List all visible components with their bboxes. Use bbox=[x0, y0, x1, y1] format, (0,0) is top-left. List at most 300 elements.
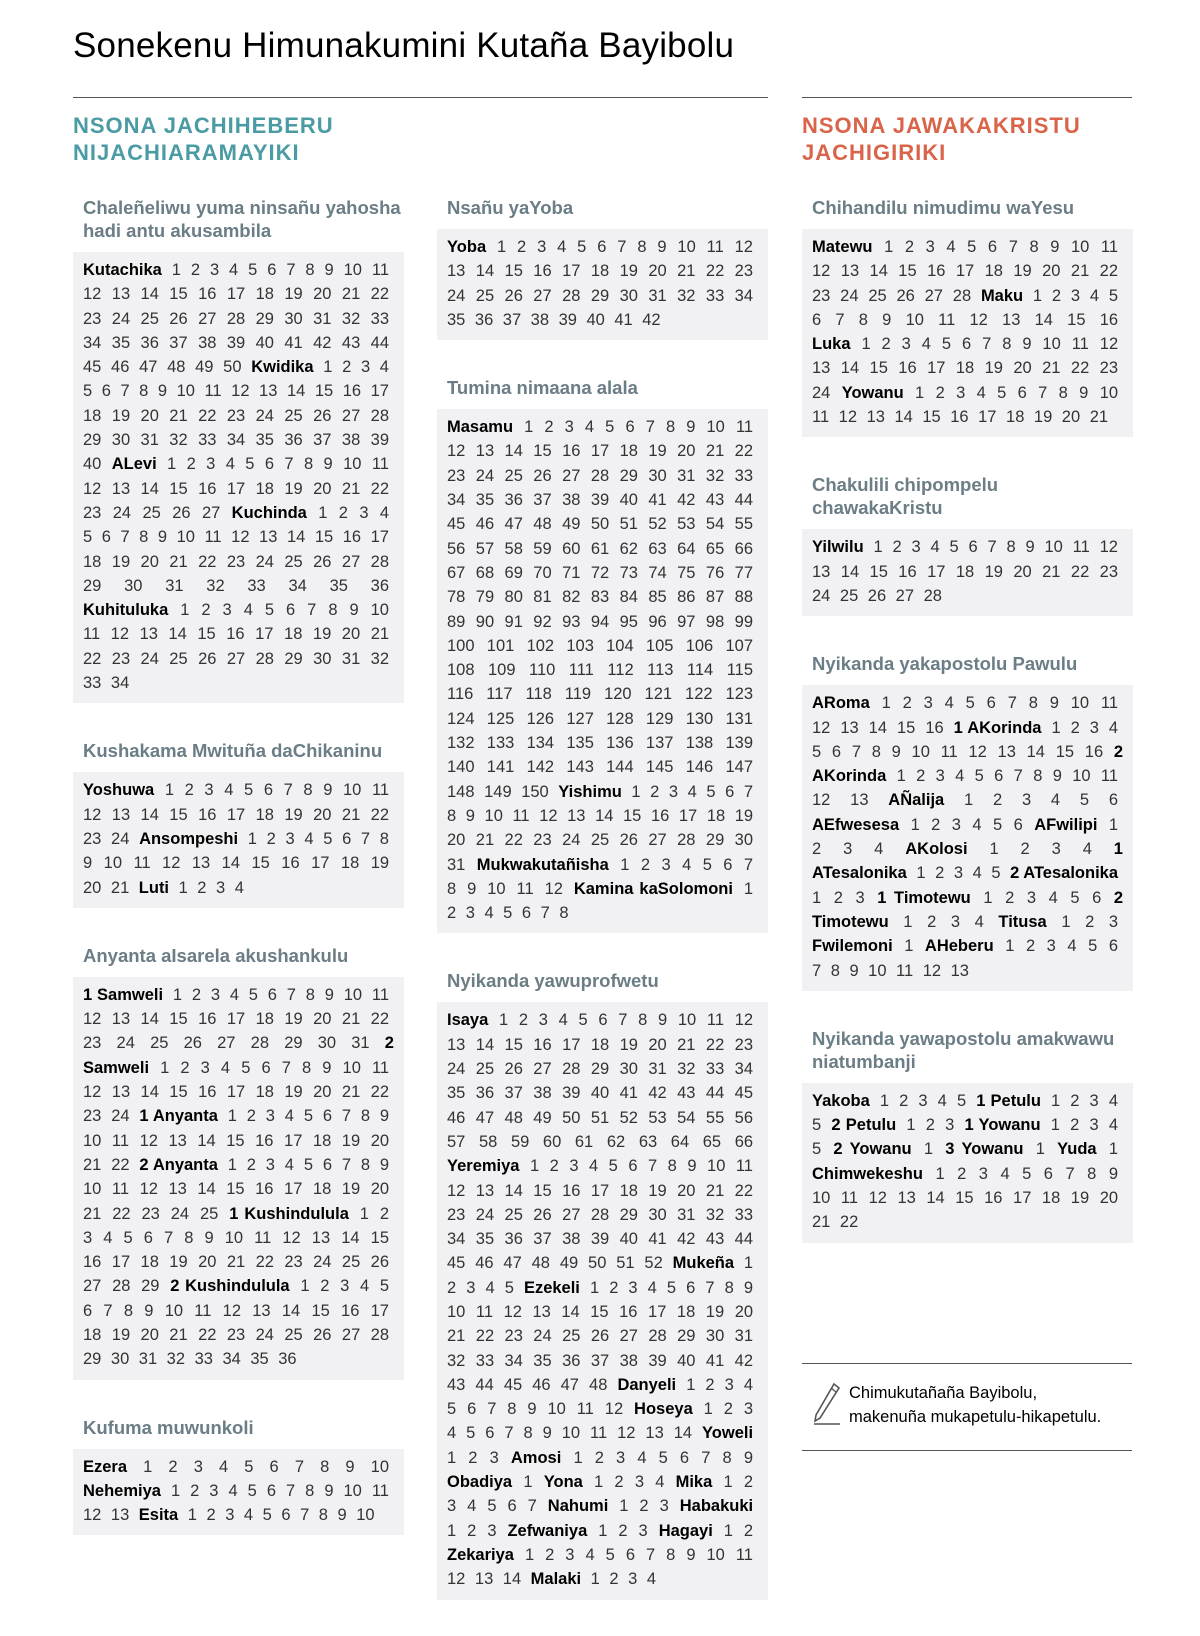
chapter-number: 16 bbox=[342, 382, 362, 401]
chapter-number: 1 bbox=[227, 1155, 237, 1174]
chapter-number: 6 bbox=[723, 855, 733, 874]
chapter-number: 11 bbox=[1071, 335, 1089, 354]
chapter-number: 17 bbox=[370, 382, 389, 401]
chapter-number: 100 bbox=[447, 636, 475, 655]
chapter-number: 20 bbox=[677, 442, 696, 461]
chapter-number: 34 bbox=[734, 1060, 754, 1079]
chapter-number: 31 bbox=[341, 649, 361, 668]
chapter-number: 6 bbox=[987, 238, 998, 256]
chapter-number: 11 bbox=[706, 1011, 725, 1030]
chapter-number: 3 bbox=[538, 1011, 548, 1030]
section bbox=[802, 652, 1133, 991]
book-name: 1 Anyanta bbox=[139, 1107, 218, 1126]
chapter-number: 30 bbox=[313, 649, 332, 668]
chapter-number: 31 bbox=[447, 855, 466, 874]
chapter-number: 38 bbox=[533, 1084, 552, 1103]
chapter-number: 31 bbox=[140, 431, 159, 450]
chapter-number: 27 bbox=[562, 466, 581, 485]
chapter-number: 1 bbox=[227, 1107, 237, 1126]
chapter-number: 4 bbox=[485, 1278, 495, 1297]
chapter-number: 5 bbox=[123, 1228, 133, 1247]
chapter-number: 8 bbox=[379, 829, 389, 848]
chapter-number: 12 bbox=[922, 961, 942, 980]
chapter-number: 26 bbox=[504, 1060, 523, 1079]
chapter-number: 9 bbox=[1108, 1164, 1118, 1183]
chapter-number: 1 bbox=[923, 1140, 934, 1159]
chapter-number: 12 bbox=[812, 791, 831, 810]
chapter-number: 36 bbox=[278, 1350, 297, 1369]
chapter-number: 8 bbox=[559, 904, 569, 923]
chapter-number: 22 bbox=[370, 1010, 390, 1029]
book-name: 1 Yowanu bbox=[964, 1116, 1041, 1135]
chapter-number: 13 bbox=[840, 718, 859, 737]
chapter-number: 27 bbox=[533, 1060, 552, 1079]
chapter-number: 5 bbox=[702, 855, 712, 874]
chapter-number: 7 bbox=[987, 538, 997, 557]
chapter-number: 10 bbox=[447, 1302, 466, 1321]
chapter-number: 5 bbox=[244, 1457, 254, 1476]
chapter-number: 17 bbox=[978, 408, 997, 427]
chapter-number: 11 bbox=[133, 854, 151, 873]
chapter-number: 28 bbox=[590, 466, 610, 485]
chapter-number: 144 bbox=[606, 758, 634, 777]
chapter-number: 24 bbox=[812, 383, 831, 402]
chapter-number: 2 bbox=[650, 782, 660, 801]
chapter-number: 4 bbox=[1108, 718, 1119, 737]
chapter-number: 39 bbox=[590, 491, 610, 510]
chapter-number: 28 bbox=[112, 1277, 131, 1296]
chapter-number: 30 bbox=[111, 431, 131, 450]
chapter-number: 12 bbox=[139, 1131, 158, 1150]
chapter-number: 30 bbox=[648, 466, 667, 485]
chapter-number: 25 bbox=[142, 503, 161, 522]
chapter-number: 9 bbox=[323, 455, 333, 474]
book-name: Yona bbox=[543, 1473, 583, 1492]
chapter-number: 6 bbox=[264, 455, 275, 474]
chapter-number: 6 bbox=[342, 829, 352, 848]
chapter-number: 2 bbox=[925, 1116, 935, 1135]
chapter-number: 18 bbox=[312, 1180, 332, 1199]
chapter-number: 19 bbox=[1013, 262, 1032, 281]
chapter-number: 5 bbox=[1079, 791, 1090, 810]
chapter-number: 12 bbox=[447, 1570, 466, 1589]
chapter-number: 5 bbox=[812, 1140, 822, 1159]
chapter-number: 2 bbox=[992, 791, 1003, 810]
chapter-number: 14 bbox=[197, 1131, 216, 1150]
chapter-number: 12 bbox=[1099, 335, 1119, 354]
chapter-number: 11 bbox=[371, 1058, 390, 1077]
chapter-number: 3 bbox=[628, 1278, 638, 1297]
chapter-number: 5 bbox=[83, 382, 93, 401]
chapter-number: 33 bbox=[198, 431, 217, 450]
chapter-number: 28 bbox=[562, 1060, 581, 1079]
reading-list bbox=[437, 1002, 768, 1599]
section bbox=[73, 944, 404, 1380]
chapter-number: 17 bbox=[226, 285, 246, 304]
chapter-number: 7 bbox=[285, 1481, 296, 1500]
chapter-number: 4 bbox=[743, 1375, 754, 1394]
chapter-number: 20 bbox=[1013, 359, 1032, 378]
part-heading-greek: NSONA JAWAKAKRISTU JACHIGIRIKI bbox=[802, 113, 1081, 165]
chapter-number: 29 bbox=[83, 1350, 102, 1369]
chapter-number: 15 bbox=[896, 718, 916, 737]
chapter-number: 2 bbox=[743, 1473, 754, 1492]
chapter-number: 10 bbox=[677, 1011, 697, 1030]
chapter-number: 43 bbox=[447, 1375, 466, 1394]
chapter-number: 115 bbox=[726, 661, 753, 680]
chapter-number: 21 bbox=[83, 1204, 102, 1223]
chapter-number: 19 bbox=[312, 625, 332, 644]
chapter-number: 3 bbox=[911, 538, 921, 557]
chapter-number: 4 bbox=[976, 383, 986, 402]
chapter-number: 24 bbox=[313, 1253, 332, 1272]
chapter-number: 69 bbox=[504, 563, 523, 582]
chapter-number: 17 bbox=[927, 562, 946, 581]
chapter-number: 23 bbox=[226, 406, 246, 425]
chapter-number: 20 bbox=[1061, 408, 1081, 427]
chapter-number: 3 bbox=[1021, 791, 1032, 810]
chapter-number: 36 bbox=[370, 576, 390, 595]
chapter-number: 7 bbox=[618, 1011, 628, 1030]
chapter-number: 11 bbox=[1072, 538, 1090, 557]
chapter-number: 23 bbox=[533, 831, 552, 850]
chapter-number: 79 bbox=[475, 588, 495, 607]
chapter-number: 45 bbox=[83, 358, 102, 377]
chapter-number: 14 bbox=[868, 718, 888, 737]
chapter-number: 52 bbox=[644, 1254, 663, 1273]
chapter-number: 22 bbox=[370, 285, 390, 304]
chapter-number: 5 bbox=[447, 1400, 457, 1419]
chapter-number: 1 bbox=[873, 538, 883, 557]
section bbox=[437, 196, 768, 340]
chapter-number: 13 bbox=[997, 742, 1016, 761]
chapter-number: 2 bbox=[447, 904, 457, 923]
chapter-number: 15 bbox=[314, 382, 334, 401]
chapter-number: 20 bbox=[140, 552, 159, 571]
chapter-number: 19 bbox=[1070, 1189, 1090, 1208]
chapter-number: 123 bbox=[725, 685, 754, 704]
chapter-number: 3 bbox=[901, 335, 911, 354]
chapter-number: 23 bbox=[1099, 562, 1119, 581]
chapter-number: 61 bbox=[590, 539, 610, 558]
chapter-number: 3 bbox=[222, 601, 232, 620]
chapter-number: 41 bbox=[284, 333, 303, 352]
chapter-number: 7 bbox=[120, 528, 130, 547]
chapter-number: 2 bbox=[190, 1481, 200, 1500]
chapter-number: 30 bbox=[110, 1350, 130, 1369]
chapter-number: 28 bbox=[562, 286, 581, 305]
chapter-number: 38 bbox=[562, 491, 581, 510]
chapter-number: 7 bbox=[527, 1497, 537, 1516]
chapter-number: 22 bbox=[370, 1083, 390, 1102]
chapter-number: 43 bbox=[341, 333, 361, 352]
book-name: Habakuki bbox=[679, 1497, 754, 1516]
chapter-number: 6 bbox=[507, 1497, 517, 1516]
chapter-number: 21 bbox=[1042, 562, 1061, 581]
chapter-number: 6 bbox=[322, 1107, 333, 1126]
chapter-number: 62 bbox=[619, 539, 638, 558]
chapter-number: 1 bbox=[916, 864, 926, 883]
chapter-number: 18 bbox=[1041, 1189, 1061, 1208]
chapter-number: 25 bbox=[475, 286, 495, 305]
chapter-number: 25 bbox=[284, 552, 303, 571]
chapter-number: 12 bbox=[162, 854, 181, 873]
chapter-number: 46 bbox=[111, 358, 130, 377]
section-title: Nyikanda yawapostolu amakwawu niatumbanji bbox=[812, 1027, 1115, 1072]
chapter-number: 20 bbox=[370, 1180, 390, 1199]
chapter-number: 15 bbox=[226, 1131, 245, 1150]
chapter-number: 26 bbox=[504, 286, 523, 305]
column-2 bbox=[437, 196, 768, 1636]
chapter-number: 2 bbox=[743, 1521, 754, 1540]
chapter-number: 20 bbox=[1099, 1189, 1119, 1208]
chapter-number: 19 bbox=[984, 359, 1003, 378]
chapter-number: 126 bbox=[526, 709, 555, 728]
chapter-number: 29 bbox=[83, 576, 102, 595]
chapter-number: 10 bbox=[343, 1481, 362, 1500]
chapter-number: 35 bbox=[250, 1350, 269, 1369]
chapter-number: 17 bbox=[226, 479, 246, 498]
chapter-number: 50 bbox=[590, 515, 610, 534]
chapter-number: 2 bbox=[609, 1278, 619, 1297]
chapter-number: 10 bbox=[103, 854, 122, 873]
chapter-number: 5 bbox=[1088, 937, 1098, 956]
chapter-number: 6 bbox=[281, 1506, 291, 1525]
chapter-number: 39 bbox=[226, 333, 246, 352]
chapter-number: 49 bbox=[559, 1254, 579, 1273]
chapter-number: 36 bbox=[284, 431, 303, 450]
chapter-number: 44 bbox=[734, 491, 754, 510]
chapter-number: 82 bbox=[562, 588, 581, 607]
chapter-number: 7 bbox=[617, 238, 627, 256]
chapter-number: 6 bbox=[1108, 937, 1118, 956]
chapter-number: 98 bbox=[705, 612, 725, 631]
chapter-number: 1 bbox=[1032, 286, 1043, 305]
chapter-number: 108 bbox=[447, 661, 475, 680]
chapter-number: 31 bbox=[138, 1350, 158, 1369]
chapter-number: 15 bbox=[314, 528, 334, 547]
chapter-number: 6 bbox=[269, 1457, 279, 1476]
chapter-number: 4 bbox=[484, 904, 494, 923]
chapter-number: 31 bbox=[351, 1034, 370, 1053]
column-3 bbox=[802, 196, 1133, 1451]
chapter-number: 5 bbox=[303, 1107, 313, 1126]
chapter-number: 2 bbox=[812, 840, 822, 859]
chapter-number: 5 bbox=[956, 1091, 967, 1110]
section-title: Kufuma muwunkoli bbox=[83, 1416, 254, 1438]
chapter-number: 24 bbox=[533, 1327, 552, 1346]
chapter-number: 84 bbox=[619, 588, 638, 607]
chapter-number: 44 bbox=[370, 333, 390, 352]
chapter-number: 2 bbox=[468, 1448, 478, 1467]
chapter-number: 4 bbox=[972, 815, 982, 834]
chapter-number: 36 bbox=[504, 1230, 523, 1249]
book-name: AKolosi bbox=[905, 840, 968, 859]
chapter-number: 20 bbox=[677, 1181, 696, 1200]
chapter-number: 8 bbox=[665, 418, 676, 437]
chapter-number: 13 bbox=[447, 1035, 466, 1054]
chapter-number: 24 bbox=[140, 649, 159, 668]
chapter-number: 7 bbox=[851, 742, 861, 761]
chapter-number: 10 bbox=[1042, 335, 1061, 354]
chapter-number: 36 bbox=[475, 1084, 495, 1103]
chapter-number: 21 bbox=[341, 1083, 361, 1102]
chapter-number: 65 bbox=[702, 1132, 722, 1151]
chapter-number: 20 bbox=[648, 262, 667, 281]
section-title: Chihandilu nimudimu waYesu bbox=[812, 197, 1075, 218]
chapter-number: 121 bbox=[644, 685, 673, 704]
chapter-number: 4 bbox=[637, 1448, 647, 1467]
chapter-number: 2 bbox=[935, 383, 945, 402]
chapter-number: 3 bbox=[204, 781, 214, 800]
book-name: Chimwekeshu bbox=[812, 1164, 923, 1183]
chapter-number: 2 bbox=[338, 503, 348, 522]
chapter-number: 13 bbox=[850, 791, 869, 810]
chapter-number: 4 bbox=[682, 855, 692, 874]
chapter-number: 40 bbox=[619, 491, 638, 510]
chapter-number: 131 bbox=[725, 709, 753, 728]
book-name: Mukeña bbox=[672, 1254, 735, 1273]
chapter-number: 12 bbox=[503, 1302, 522, 1321]
chapter-number: 11 bbox=[1100, 767, 1119, 786]
chapter-number: 13 bbox=[168, 1131, 187, 1150]
chapter-number: 35 bbox=[329, 576, 348, 595]
chapter-number: 12 bbox=[812, 718, 831, 737]
chapter-number: 1 bbox=[590, 1570, 600, 1589]
chapter-number: 9 bbox=[743, 1448, 753, 1467]
book-name: 1 AKorinda bbox=[953, 718, 1042, 737]
chapter-number: 9 bbox=[144, 1301, 154, 1320]
chapter-number: 9 bbox=[657, 1011, 668, 1030]
chapter-number: 23 bbox=[83, 503, 102, 522]
chapter-number: 13 bbox=[475, 1181, 495, 1200]
section-title: Chaleñeliwu yuma ninsañu yahosha hadi antu akusambila bbox=[83, 197, 401, 241]
chapter-number: 18 bbox=[1006, 408, 1025, 427]
chapter-number: 29 bbox=[619, 466, 638, 485]
chapter-number: 9 bbox=[1052, 767, 1062, 786]
chapter-number: 48 bbox=[533, 515, 552, 534]
chapter-number: 1 bbox=[910, 815, 920, 834]
chapter-number: 4 bbox=[930, 538, 940, 557]
chapter-number: 7 bbox=[103, 1301, 113, 1320]
book-name: 1 Timotewu bbox=[877, 888, 971, 907]
chapter-number: 3 bbox=[668, 782, 679, 801]
chapter-number: 20 bbox=[1013, 562, 1032, 581]
chapter-number: 7 bbox=[648, 1157, 658, 1176]
chapter-number: 32 bbox=[447, 1351, 466, 1370]
chapter-number: 6 bbox=[625, 418, 635, 437]
chapter-number: 35 bbox=[533, 1351, 552, 1370]
chapter-number: 117 bbox=[486, 685, 513, 704]
chapter-number: 14 bbox=[926, 1189, 945, 1208]
chapter-number: 24 bbox=[255, 1325, 274, 1344]
chapter-number: 8 bbox=[1006, 538, 1016, 557]
chapter-number: 17 bbox=[311, 854, 330, 873]
chapter-number: 5 bbox=[504, 1278, 514, 1297]
chapter-number: 1 bbox=[1035, 1140, 1045, 1159]
chapter-number: 33 bbox=[83, 674, 102, 693]
reading-list bbox=[437, 229, 768, 340]
chapter-number: 17 bbox=[226, 1083, 246, 1102]
chapter-number: 48 bbox=[589, 1375, 608, 1394]
chapter-number: 5 bbox=[379, 1277, 390, 1296]
chapter-number: 30 bbox=[619, 1060, 638, 1079]
chapter-number: 9 bbox=[324, 1481, 334, 1500]
book-name: ARoma bbox=[812, 694, 870, 713]
chapter-number: 4 bbox=[937, 1091, 947, 1110]
chapter-number: 32 bbox=[705, 466, 725, 485]
chapter-number: 9 bbox=[467, 879, 477, 898]
chapter-number: 19 bbox=[648, 1181, 667, 1200]
chapter-number: 34 bbox=[83, 333, 102, 352]
chapter-number: 15 bbox=[311, 1301, 330, 1320]
chapter-number: 10 bbox=[905, 310, 924, 329]
chapter-number: 37 bbox=[169, 333, 188, 352]
chapter-number: 34 bbox=[110, 674, 130, 693]
chapter-number: 18 bbox=[590, 262, 610, 281]
chapter-number: 8 bbox=[1002, 335, 1012, 354]
chapter-number: 2 bbox=[935, 864, 945, 883]
chapter-number: 30 bbox=[317, 1034, 337, 1053]
reading-list bbox=[802, 229, 1133, 437]
chapter-number: 18 bbox=[83, 406, 102, 425]
chapter-number: 6 bbox=[625, 1545, 635, 1564]
chapter-number: 28 bbox=[952, 286, 972, 305]
chapter-number: 3 bbox=[918, 1091, 928, 1110]
chapter-number: 19 bbox=[284, 285, 303, 304]
chapter-number: 16 bbox=[83, 1253, 102, 1272]
chapter-number: 3 bbox=[1070, 286, 1081, 305]
chapter-number: 1 bbox=[598, 1521, 608, 1540]
chapter-number: 22 bbox=[198, 406, 217, 425]
chapter-number: 1 bbox=[160, 1058, 170, 1077]
chapter-number: 15 bbox=[533, 1181, 552, 1200]
chapter-number: 13 bbox=[111, 1083, 131, 1102]
chapter-number: 9 bbox=[379, 1107, 390, 1126]
chapter-number: 14 bbox=[221, 854, 241, 873]
divider bbox=[802, 97, 1132, 98]
chapter-number: 8 bbox=[1058, 383, 1068, 402]
chapter-number: 34 bbox=[734, 286, 754, 305]
chapter-number: 21 bbox=[169, 406, 188, 425]
chapter-number: 78 bbox=[447, 588, 466, 607]
chapter-number: 63 bbox=[648, 539, 667, 558]
chapter-number: 59 bbox=[510, 1132, 530, 1151]
chapter-number: 59 bbox=[533, 539, 552, 558]
chapter-number: 2 bbox=[618, 1521, 628, 1540]
chapter-number: 17 bbox=[590, 442, 610, 461]
chapter-number: 37 bbox=[533, 491, 552, 510]
chapter-number: 13 bbox=[191, 854, 211, 873]
chapter-number: 19 bbox=[284, 1010, 303, 1029]
chapter-number: 29 bbox=[141, 1277, 160, 1296]
book-name: Fwilemoni bbox=[812, 937, 893, 956]
chapter-number: 9 bbox=[1050, 238, 1060, 256]
chapter-number: 18 bbox=[955, 359, 975, 378]
chapter-number: 12 bbox=[83, 1083, 102, 1102]
chapter-number: 8 bbox=[637, 238, 647, 256]
chapter-number: 7 bbox=[300, 1506, 310, 1525]
chapter-number: 106 bbox=[685, 636, 714, 655]
chapter-number: 140 bbox=[447, 758, 475, 777]
chapter-number: 11 bbox=[371, 1481, 389, 1500]
chapter-number: 15 bbox=[869, 562, 888, 581]
chapter-number: 3 bbox=[465, 904, 475, 923]
book-name: 2 Timotewu bbox=[812, 888, 1123, 931]
chapter-number: 2 bbox=[320, 1277, 330, 1296]
chapter-number: 22 bbox=[112, 1204, 131, 1223]
chapter-number: 77 bbox=[734, 563, 754, 582]
